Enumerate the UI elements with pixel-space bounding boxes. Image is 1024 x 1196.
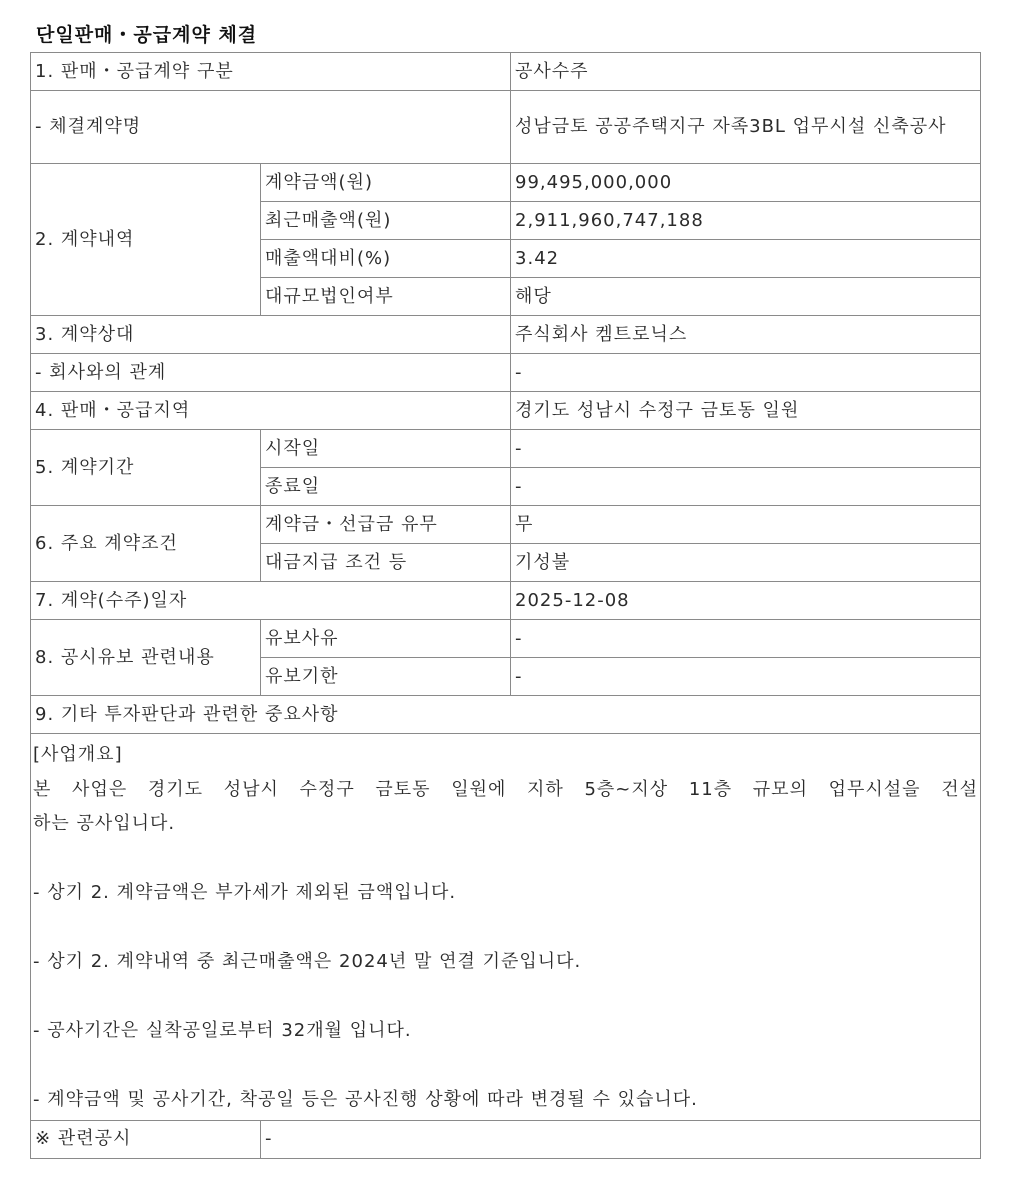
overview-text-line: 본 사업은 경기도 성남시 수정구 금토동 일원에 지하 5층~지상 11층 규모의 업무시설을 건설 bbox=[33, 778, 979, 800]
contract-amount-value: 99,495,000,000 bbox=[511, 164, 981, 202]
related-disclosure-label: ※ 관련공시 bbox=[31, 1120, 261, 1158]
table-row bbox=[31, 316, 981, 354]
start-date-label: 시작일 bbox=[261, 430, 511, 468]
contract-details-label: 2. 계약내역 bbox=[31, 164, 261, 316]
reserve-deadline-value: - bbox=[511, 658, 981, 696]
table-row bbox=[31, 164, 981, 202]
sales-ratio-label: 매출액대비(%) bbox=[261, 240, 511, 278]
blank-line bbox=[33, 911, 978, 946]
advance-payment-value: 무 bbox=[511, 506, 981, 544]
contract-type-label: 1. 판매・공급계약 구분 bbox=[31, 53, 511, 91]
table-row bbox=[31, 506, 981, 544]
note-subject-to-change: - 계약금액 및 공사기간, 착공일 등은 공사진행 상황에 따라 변경될 수 있습니다. bbox=[33, 1089, 698, 1110]
table-row bbox=[31, 696, 981, 734]
reserve-deadline-label: 유보기한 bbox=[261, 658, 511, 696]
contract-conditions-label: 6. 주요 계약조건 bbox=[31, 506, 261, 582]
relation-value: - bbox=[511, 354, 981, 392]
contract-type-value: 공사수주 bbox=[511, 53, 981, 91]
start-date-value: - bbox=[511, 430, 981, 468]
contract-date-label: 7. 계약(수주)일자 bbox=[31, 582, 511, 620]
disclosure-reserve-label: 8. 공시유보 관련내용 bbox=[31, 620, 261, 696]
end-date-label: 종료일 bbox=[261, 468, 511, 506]
other-matters-label: 9. 기타 투자판단과 관련한 중요사항 bbox=[31, 696, 981, 734]
table-row bbox=[31, 620, 981, 658]
large-corp-label: 대규모법인여부 bbox=[261, 278, 511, 316]
contract-period-label: 5. 계약기간 bbox=[31, 430, 261, 506]
table-row bbox=[31, 354, 981, 392]
advance-payment-label: 계약금・선급금 유무 bbox=[261, 506, 511, 544]
contract-amount-label: 계약금액(원) bbox=[261, 164, 511, 202]
contract-name-label: - 체결계약명 bbox=[31, 91, 511, 164]
blank-line bbox=[33, 842, 978, 877]
large-corp-value: 해당 bbox=[511, 278, 981, 316]
table-row bbox=[31, 1120, 981, 1158]
note-recent-sales: - 상기 2. 계약내역 중 최근매출액은 2024년 말 연결 기준입니다. bbox=[33, 951, 582, 972]
relation-label: - 회사와의 관계 bbox=[31, 354, 511, 392]
note-construction-period: - 공사기간은 실착공일로부터 32개월 입니다. bbox=[33, 1020, 412, 1041]
other-matters-content bbox=[31, 734, 981, 1121]
recent-sales-label: 최근매출액(원) bbox=[261, 202, 511, 240]
blank-line bbox=[33, 980, 978, 1015]
blank-line bbox=[33, 1049, 978, 1084]
sales-ratio-value: 3.42 bbox=[511, 240, 981, 278]
recent-sales-value: 2,911,960,747,188 bbox=[511, 202, 981, 240]
table-row bbox=[31, 392, 981, 430]
counterparty-label: 3. 계약상대 bbox=[31, 316, 511, 354]
end-date-value: - bbox=[511, 468, 981, 506]
overview-text-line: 하는 공사입니다. bbox=[33, 813, 176, 834]
contract-date-value: 2025-12-08 bbox=[511, 582, 981, 620]
reserve-reason-label: 유보사유 bbox=[261, 620, 511, 658]
supply-region-label: 4. 판매・공급지역 bbox=[31, 392, 511, 430]
table-row bbox=[31, 734, 981, 1121]
supply-region-value: 경기도 성남시 수정구 금토동 일원 bbox=[511, 392, 981, 430]
page-title: 단일판매・공급계약 체결 bbox=[36, 24, 258, 46]
payment-terms-value: 기성불 bbox=[511, 544, 981, 582]
related-disclosure-value: - bbox=[261, 1120, 981, 1158]
payment-terms-label: 대금지급 조건 등 bbox=[261, 544, 511, 582]
overview-heading: [사업개요] bbox=[33, 744, 123, 765]
contract-name-value: 성남금토 공공주택지구 자족3BL 업무시설 신축공사 bbox=[511, 91, 981, 164]
table-row bbox=[31, 53, 981, 91]
note-vat: - 상기 2. 계약금액은 부가세가 제외된 금액입니다. bbox=[33, 882, 457, 903]
disclosure-table bbox=[30, 52, 981, 1159]
table-row bbox=[31, 91, 981, 164]
table-row bbox=[31, 430, 981, 468]
table-row bbox=[31, 582, 981, 620]
reserve-reason-value: - bbox=[511, 620, 981, 658]
counterparty-value: 주식회사 켐트로닉스 bbox=[511, 316, 981, 354]
